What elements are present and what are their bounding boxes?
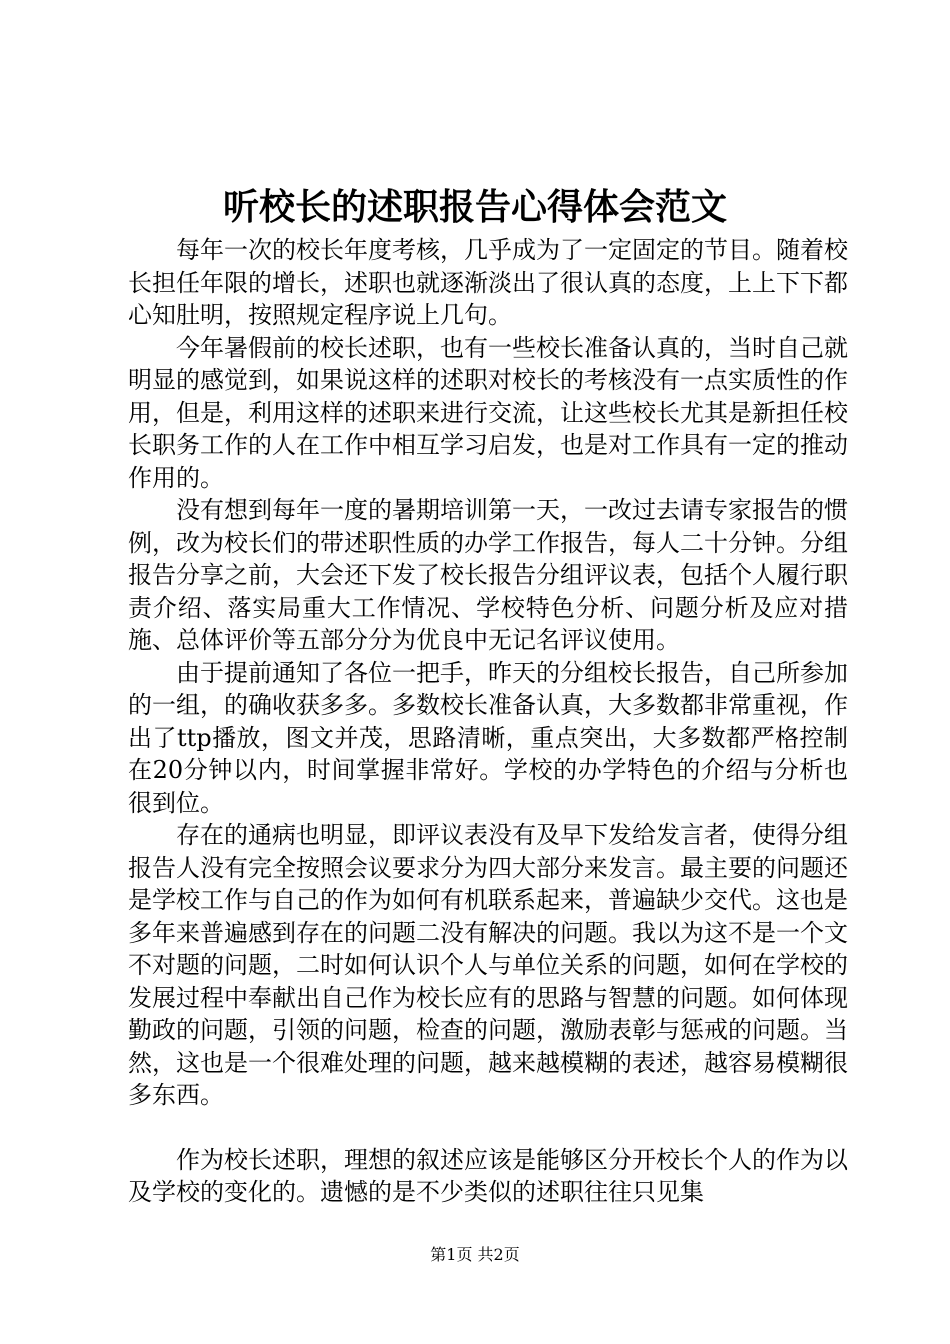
paragraph-2: 今年暑假前的校长述职，也有一些校长准备认真的，当时自己就明显的感觉到，如果说这样的述职对校长的考核没有一点实质性的作用，但是，利用这样的述职来进行交流，让这些校长尤其是新担任校长职务工作的人在工作中相互学习启发，也是对工作具有一定的推动作用的。	[128, 333, 848, 492]
paragraph-6: 作为校长述职，理想的叙述应该是能够区分开校长个人的作为以及学校的变化的。遗憾的是不少类似的述职往往只见集	[128, 1145, 848, 1206]
paragraph-5: 存在的通病也明显，即评议表没有及早下发给发言者，使得分组报告人没有完全按照会议要求分为四大部分来发言。最主要的问题还是学校工作与自己的作为如何有机联系起来，普遍缺少交代。这也是多年来普遍感到存在的问题二没有解决的问题。我以为这不是一个文不对题的问题，二时如何认识个人与单位关系的问题，如何在学校的发展过程中奉献出自己作为校长应有的思路与智慧的问题。如何体现勤政的问题，引领的问题，检查的问题，激励表彰与惩戒的问题。当然，这也是一个很难处理的问题，越来越模糊的表述，越容易模糊很多东西。	[128, 821, 848, 1109]
document-body	[128, 234, 848, 1209]
paragraph-4: 由于提前通知了各位一把手，昨天的分组校长报告，自己所参加的一组，的确收获多多。多数校长准备认真，大多数都非常重视，作出了ttp播放，图文并茂，思路清晰，重点突出，大多数都严格控制在20分钟以内，时间掌握非常好。学校的办学特色的介绍与分析也很到位。	[128, 658, 848, 817]
paragraph-3: 没有想到每年一度的暑期培训第一天，一改过去请专家报告的惯例，改为校长们的带述职性质的办学工作报告，每人二十分钟。分组报告分享之前，大会还下发了校长报告分组评议表，包括个人履行职责介绍、落实局重大工作情况、学校特色分析、问题分析及应对措施、总体评价等五部分分为优良中无记名评议使用。	[128, 496, 848, 654]
document-title: 听校长的述职报告心得体会范文	[222, 186, 727, 228]
paragraph-spacer	[128, 1112, 848, 1144]
page-footer: 第1页 共2页	[430, 1245, 520, 1264]
paragraph-1: 每年一次的校长年度考核，几乎成为了一定固定的节目。随着校长担任年限的增长，述职也就逐渐淡出了很认真的态度，上上下下都心知肚明，按照规定程序说上几句。	[128, 236, 848, 329]
